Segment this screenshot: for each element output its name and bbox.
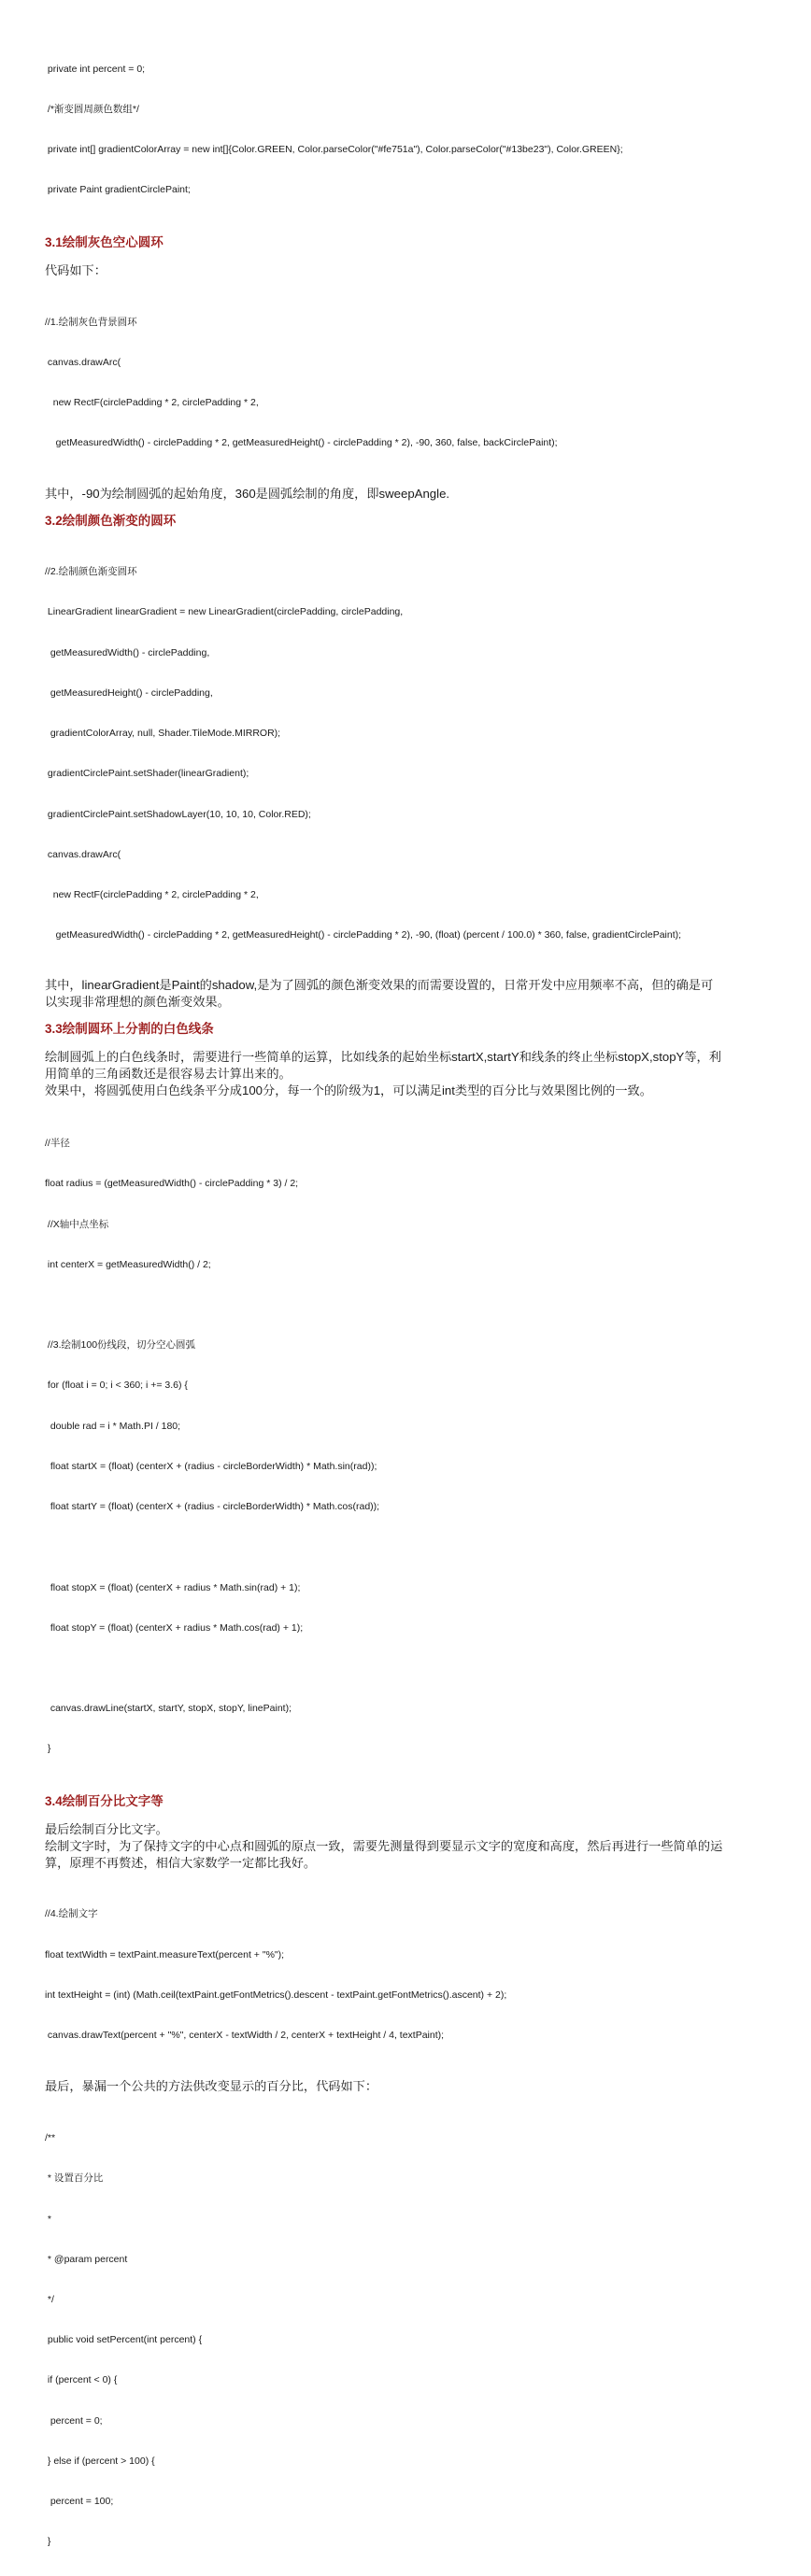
code-line: //4.绘制文字 <box>45 1908 98 1920</box>
section-3-1-note: 其中，-90为绘制圆弧的起始角度，360是圆弧绘制的角度，即sweepAngle. <box>45 487 450 502</box>
code-block-3-1 <box>45 289 774 477</box>
code-line: canvas.drawLine(startX, startY, stopX, stopY, linePaint); <box>45 1703 292 1715</box>
code-line: canvas.drawText(percent + "%", centerX - textWidth / 2, centerX + textHeight / 4, textPaint); <box>45 2030 445 2042</box>
code-line: //1.绘制灰色背景圆环 <box>45 316 137 328</box>
code-line: float stopY = (float) (centerX + radius * Math.cos(rad) + 1); <box>45 1621 304 1634</box>
section-heading-3-2: 3.2绘制颜色渐变的圆环 <box>45 514 177 529</box>
code-line: * <box>45 2213 52 2225</box>
code-line: if (percent < 0) { <box>45 2374 118 2386</box>
code-line: float radius = (getMeasuredWidth() - circlePadding * 3) / 2; <box>45 1178 299 1190</box>
section-heading-3-3: 3.3绘制圆环上分割的白色线条 <box>45 1022 214 1037</box>
code-line: percent = 100; <box>45 2496 114 2508</box>
code-block-3-4 <box>45 1881 774 2070</box>
para-line: 以实现非常理想的颜色渐变效果。 <box>45 995 230 1010</box>
code-line: private Paint gradientCirclePaint; <box>45 184 191 196</box>
code-line: gradientColorArray, null, Shader.TileMode.MIRROR); <box>45 728 281 740</box>
code-line: private int percent = 0; <box>45 63 146 75</box>
code-line: //2.绘制颜色渐变圆环 <box>45 566 137 578</box>
code-line: canvas.drawArc( <box>45 848 121 860</box>
para-line: 绘制圆弧上的白色线条时，需要进行一些简单的运算，比如线条的起始坐标startX,startY和线条的终止坐标stopX,stopY等，利 <box>45 1050 721 1065</box>
code-line: } <box>45 2536 51 2548</box>
code-line: int centerX = getMeasuredWidth() / 2; <box>45 1258 211 1270</box>
section-3-1-intro: 代码如下： <box>45 262 107 277</box>
code-line: //半径 <box>45 1138 70 1150</box>
code-line: } else if (percent > 100) { <box>45 2455 155 2467</box>
code-line: private int[] gradientColorArray = new int[]{Color.GREEN, Color.parseColor("#fe751a"), Color.parseColor("#13be23"), Color.GREEN}; <box>45 144 623 156</box>
code-line: for (float i = 0; i < 360; i += 3.6) { <box>45 1380 188 1392</box>
para-line: 绘制文字时，为了保持文字的中心点和圆弧的原点一致，需要先测量得到要显示文字的宽度和高度，然后再进行一些简单的运 <box>45 1838 723 1853</box>
code-line: canvas.drawArc( <box>45 356 121 368</box>
section-3-3-paragraph <box>45 1049 774 1099</box>
code-line: getMeasuredHeight() - circlePadding, <box>45 686 213 699</box>
para-line: 用简单的三角函数还是很容易去计算出来的。 <box>45 1067 292 1082</box>
code-line: getMeasuredWidth() - circlePadding * 2, getMeasuredHeight() - circlePadding * 2), -90, 360, false, backCirclePaint); <box>45 437 558 449</box>
section-heading-3-4: 3.4绘制百分比文字等 <box>45 1793 164 1808</box>
para-line: 效果中，将圆弧使用白色线条平分成100分，每一个的阶级为1，可以满足int类型的百分比与效果图比例的一致。 <box>45 1083 652 1098</box>
code-line: float textWidth = textPaint.measureText(percent + "%"); <box>45 1948 285 1960</box>
code-line: double rad = i * Math.PI / 180; <box>45 1420 181 1432</box>
code-block-3-2 <box>45 538 774 969</box>
para-line: 最后绘制百分比文字。 <box>45 1821 168 1836</box>
code-line: * @param percent <box>45 2253 128 2265</box>
section-3-2-note <box>45 977 774 1011</box>
code-line: int textHeight = (int) (Math.ceil(textPaint.getFontMetrics().descent - textPaint.getFontMetrics().ascent) + 2); <box>45 1989 507 2001</box>
document-page <box>45 35 774 2576</box>
code-block-3-3 <box>45 1110 774 1782</box>
code-line: } <box>45 1743 51 1755</box>
section-3-4-closing: 最后，暴漏一个公共的方法供改变显示的百分比，代码如下： <box>45 2079 378 2094</box>
code-line: public void setPercent(int percent) { <box>45 2334 203 2346</box>
section-3-4-paragraph <box>45 1821 774 1872</box>
code-line: gradientCirclePaint.setShadowLayer(10, 10, 10, Color.RED); <box>45 808 311 820</box>
code-line: * 设置百分比 <box>45 2173 104 2185</box>
code-line: /** <box>45 2132 56 2144</box>
code-line: new RectF(circlePadding * 2, circlePadding * 2, <box>45 888 259 900</box>
code-blank-line <box>45 1540 774 1553</box>
code-line: //X轴中点坐标 <box>45 1218 109 1230</box>
code-line: getMeasuredWidth() - circlePadding, <box>45 646 210 658</box>
code-line: /*渐变圆周颜色数组*/ <box>45 104 139 116</box>
code-line: getMeasuredWidth() - circlePadding * 2, getMeasuredHeight() - circlePadding * 2), -90, (float) (percent / 100.0) * 360, false, gradientCirclePaint); <box>45 929 682 941</box>
para-line: 其中，linearGradient是Paint的shadow,是为了圆弧的颜色渐变效果的而需要设置的，日常开发中应用频率不高，但的确是可 <box>45 978 714 993</box>
code-line: float startX = (float) (centerX + (radius - circleBorderWidth) * Math.sin(rad)); <box>45 1460 377 1472</box>
code-line: float stopX = (float) (centerX + radius * Math.sin(rad) + 1); <box>45 1581 301 1593</box>
code-line: LinearGradient linearGradient = new LinearGradient(circlePadding, circlePadding, <box>45 606 404 618</box>
code-line: */ <box>45 2294 54 2306</box>
code-line: new RectF(circlePadding * 2, circlePadding * 2, <box>45 396 259 408</box>
para-line: 算，原理不再赘述，相信大家数学一定都比我好。 <box>45 1855 317 1870</box>
section-heading-3-1: 3.1绘制灰色空心圆环 <box>45 234 164 249</box>
code-blank-line <box>45 1298 774 1311</box>
code-line: //3.绘制100份线段，切分空心圆弧 <box>45 1339 196 1352</box>
code-blank-line <box>45 1662 774 1675</box>
code-block-fields <box>45 35 774 224</box>
code-line: percent = 0; <box>45 2414 103 2427</box>
code-block-set-percent <box>45 2104 774 2575</box>
code-line: gradientCirclePaint.setShader(linearGradient); <box>45 768 249 780</box>
code-line: float startY = (float) (centerX + (radius - circleBorderWidth) * Math.cos(rad)); <box>45 1501 380 1513</box>
